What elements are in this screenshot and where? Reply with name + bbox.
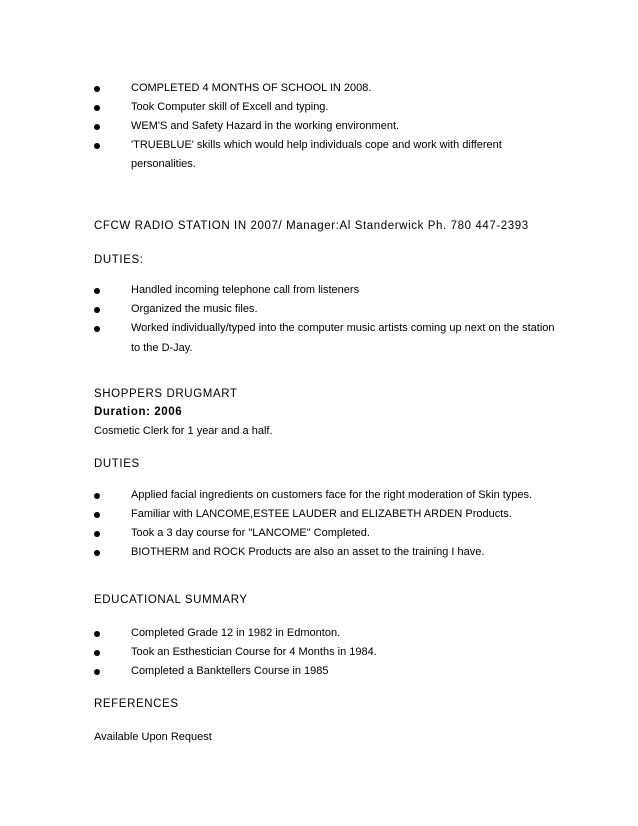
list-item xyxy=(0,283,638,303)
list-item-text: Took Computer skill of Excell and typing. xyxy=(131,101,329,113)
list-item-text: COMPLETED 4 MONTHS OF SCHOOL IN 2008. xyxy=(131,82,372,94)
list-item-text: Completed Grade 12 in 1982 in Edmonton. xyxy=(131,627,341,639)
bullet-icon xyxy=(94,550,100,556)
job-role: Cosmetic Clerk for 1 year and a half. xyxy=(94,425,273,437)
bullet-icon xyxy=(94,512,100,518)
list-item xyxy=(0,645,638,665)
duties-heading-shoppers: DUTIES xyxy=(94,458,140,470)
list-item xyxy=(0,526,638,546)
bullet-icon xyxy=(94,531,100,537)
references-heading: REFERENCES xyxy=(94,698,179,710)
bullet-icon xyxy=(94,631,100,637)
list-item xyxy=(0,81,638,101)
education-heading: EDUCATIONAL SUMMARY xyxy=(94,594,248,606)
bullet-icon xyxy=(94,124,100,130)
list-item-text: Handled incoming telephone call from listeners xyxy=(131,284,360,296)
list-item xyxy=(0,664,638,684)
duties-heading-cfcw: DUTIES: xyxy=(94,254,144,266)
list-item xyxy=(0,138,638,158)
list-item-continuation: personalities. xyxy=(131,158,196,170)
list-item-text: 'TRUEBLUE' skills which would help individuals cope and work with different xyxy=(131,139,502,151)
bullet-icon xyxy=(94,326,100,332)
list-item-text: Familiar with LANCOME,ESTEE LAUDER and ELIZABETH ARDEN Products. xyxy=(131,508,512,520)
bullet-icon xyxy=(94,288,100,294)
list-item xyxy=(0,488,638,508)
list-item-text: Took an Esthestician Course for 4 Months in 1984. xyxy=(131,646,377,658)
bullet-icon xyxy=(94,307,100,313)
list-item-text: Took a 3 day course for "LANCOME" Completed. xyxy=(131,527,370,539)
list-item-text: Applied facial ingredients on customers face for the right moderation of Skin types. xyxy=(131,489,533,501)
list-item xyxy=(0,100,638,120)
bullet-icon xyxy=(94,493,100,499)
job-heading-shoppers: SHOPPERS DRUGMART xyxy=(94,388,238,400)
list-item-text: BIOTHERM and ROCK Products are also an asset to the training I have. xyxy=(131,546,485,558)
list-item-text: Worked individually/typed into the computer music artists coming up next on the station xyxy=(131,322,555,334)
list-item xyxy=(0,545,638,565)
bullet-icon xyxy=(94,650,100,656)
list-item-continuation: to the D-Jay. xyxy=(131,342,193,354)
job-heading-cfcw: CFCW RADIO STATION IN 2007/ Manager:Al Standerwick Ph. 780 447-2393 xyxy=(94,220,529,232)
references-text: Available Upon Request xyxy=(94,731,212,743)
list-item-text: Organized the music files. xyxy=(131,303,258,315)
list-item xyxy=(0,321,638,341)
list-item xyxy=(0,119,638,139)
bullet-icon xyxy=(94,105,100,111)
bullet-icon xyxy=(94,669,100,675)
list-item xyxy=(0,626,638,646)
job-duration: Duration: 2006 xyxy=(94,406,183,418)
list-item xyxy=(0,302,638,322)
list-item-text: WEM'S and Safety Hazard in the working environment. xyxy=(131,120,400,132)
list-item-text: Completed a Banktellers Course in 1985 xyxy=(131,665,329,677)
bullet-icon xyxy=(94,143,100,149)
list-item xyxy=(0,507,638,527)
bullet-icon xyxy=(94,86,100,92)
